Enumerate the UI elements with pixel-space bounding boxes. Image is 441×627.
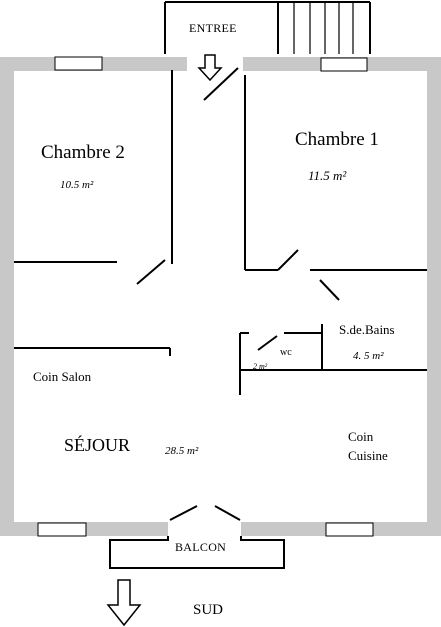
entrance-label: ENTREE (189, 21, 237, 35)
window-top-left (55, 57, 102, 70)
chambre1-area: 11.5 m² (308, 168, 347, 183)
chambre2-label: Chambre 2 (41, 142, 125, 163)
sejour-label: SÉJOUR (64, 435, 131, 455)
south-label: SUD (193, 602, 224, 618)
south-arrow-icon (108, 580, 140, 625)
window-bottom-right (326, 523, 373, 536)
cuisine-label-line1: Coin (348, 429, 374, 444)
balcony-label: BALCON (175, 540, 227, 554)
entrance-arrow-icon (199, 55, 221, 80)
wc-area: 2 m² (253, 362, 268, 371)
chambre2-area: 10.5 m² (60, 179, 94, 191)
cuisine-label-line2: Cuisine (348, 448, 388, 463)
window-top-right (321, 58, 367, 71)
bathroom-area: 4. 5 m² (353, 350, 384, 362)
chambre1-label: Chambre 1 (295, 129, 379, 150)
wc-label: wc (280, 347, 292, 358)
stairs (294, 2, 353, 54)
bathroom-label: S.de.Bains (339, 322, 395, 337)
salon-label: Coin Salon (33, 369, 92, 384)
window-bottom-left (38, 523, 86, 536)
sejour-area: 28.5 m² (165, 445, 199, 457)
